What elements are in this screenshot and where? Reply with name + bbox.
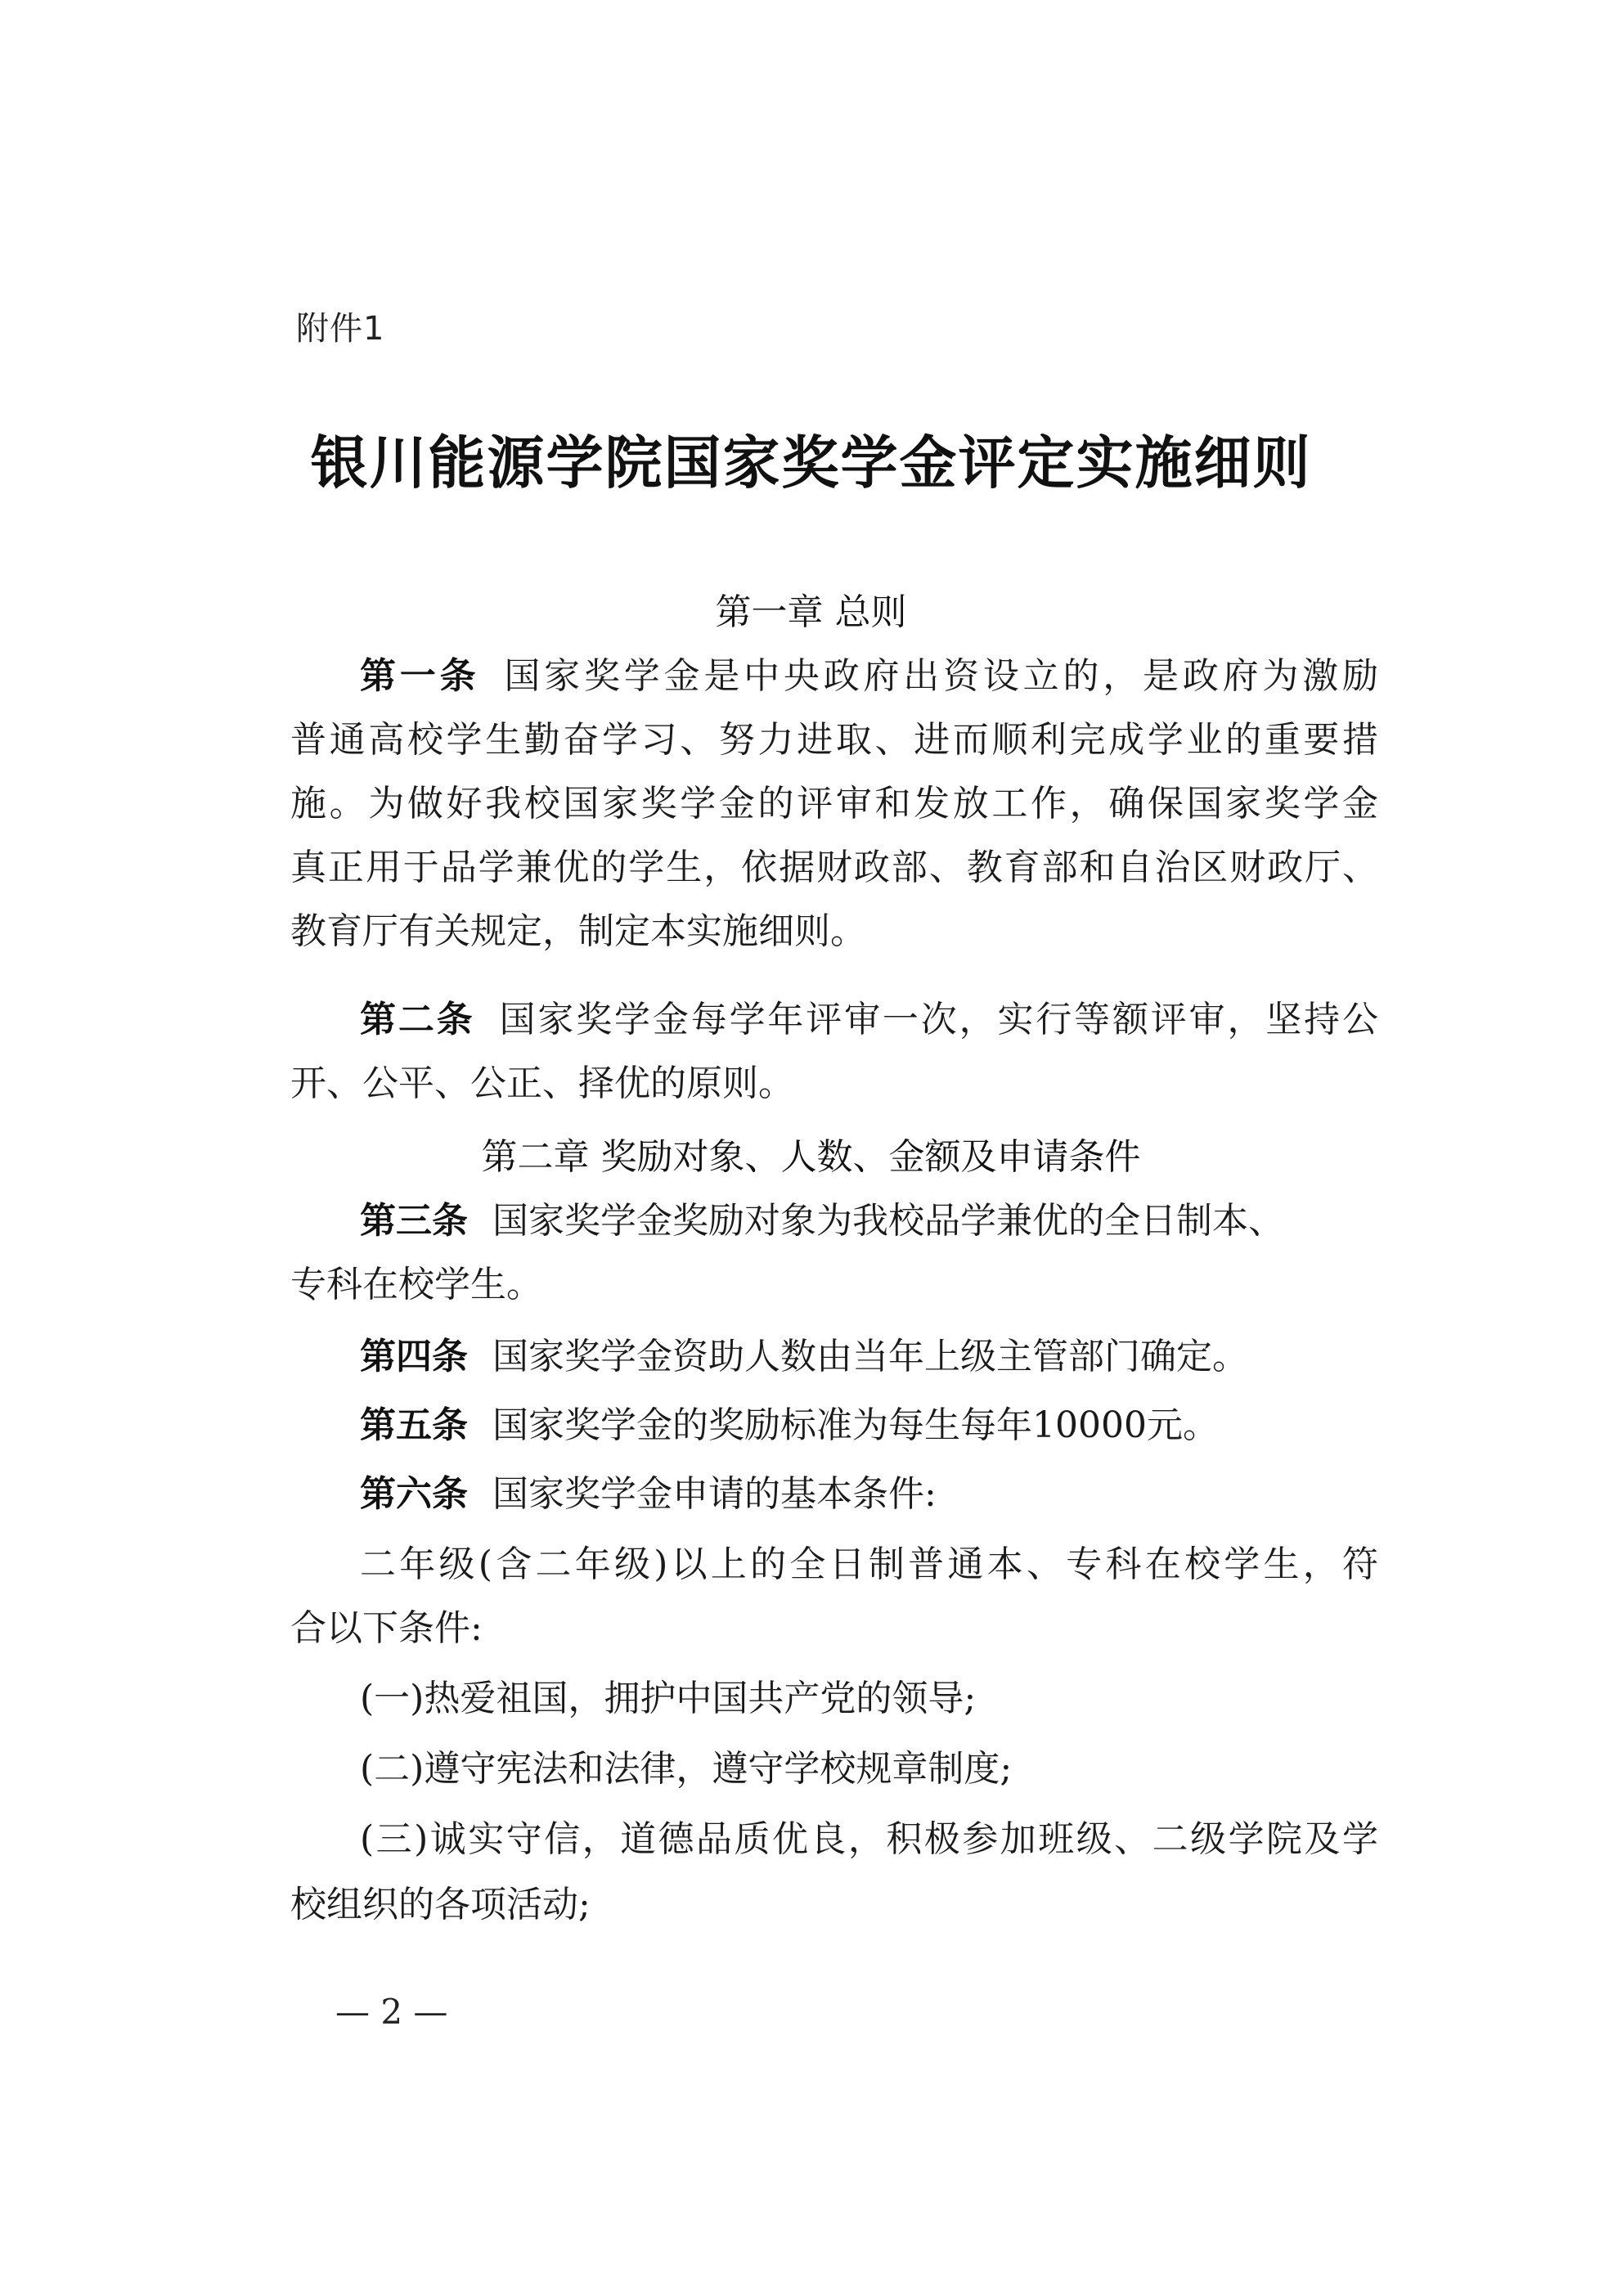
article-6-line [360, 1464, 937, 1516]
attachment-label: 附件1 [296, 310, 385, 348]
article-3-label: 第三条 [360, 1200, 468, 1242]
article-1-line-3: 施。为做好我校国家奖学金的评审和发放工作，确保国家奖学金 [290, 783, 1378, 824]
article-1-line-1 [360, 646, 1378, 699]
article-3-line-2: 专科在校学生。 [290, 1264, 542, 1305]
chapter-2-heading: 第二章 奖励对象、人数、金额及申请条件 [481, 1136, 1141, 1178]
article-2-line-2: 开、公平、公正、择优的原则。 [290, 1063, 794, 1104]
document-title: 银川能源学院国家奖学金评定实施细则 [310, 429, 1312, 496]
article-1-line-5: 教育厅有关规定，制定本实施细则。 [290, 910, 866, 952]
article-4-line [360, 1327, 1248, 1379]
article-6-text: 国家奖学金申请的基本条件: [492, 1473, 937, 1515]
article-2-line-1 [360, 990, 1378, 1042]
article-6-intro-line-1: 二年级(含二年级)以上的全日制普通本、专科在校学生，符 [360, 1543, 1378, 1585]
article-1-text-1: 国家奖学金是中央政府出资设立的，是政府为激励 [504, 655, 1378, 697]
article-6-label: 第六条 [360, 1473, 468, 1515]
article-1-line-4: 真正用于品学兼优的学生，依据财政部、教育部和自治区财政厅、 [290, 847, 1378, 888]
article-1-label: 第一条 [360, 655, 480, 697]
article-1-line-2: 普通高校学生勤奋学习、努力进取、进而顺利完成学业的重要措 [290, 719, 1378, 761]
article-3-text-1: 国家奖学金奖励对象为我校品学兼优的全日制本、 [492, 1200, 1284, 1242]
article-6-intro-line-2: 合以下条件: [290, 1607, 483, 1649]
condition-3-line-1: (三)诚实守信，道德品质优良，积极参加班级、二级学院及学 [360, 1818, 1378, 1860]
article-5-text: 国家奖学金的奖励标准为每生每年10000元。 [492, 1404, 1219, 1446]
article-2-text-1: 国家奖学金每学年评审一次，实行等额评审，坚持公 [499, 999, 1379, 1040]
page-number: — 2 — [335, 1992, 448, 2032]
condition-1: (一)热爱祖国，拥护中国共产党的领导; [360, 1678, 977, 1719]
article-3-line-1 [360, 1191, 1284, 1243]
article-5-label: 第五条 [360, 1404, 468, 1446]
article-4-label: 第四条 [360, 1336, 468, 1377]
article-4-text: 国家奖学金资助人数由当年上级主管部门确定。 [492, 1336, 1248, 1377]
chapter-1-heading: 第一章 总则 [715, 591, 907, 633]
condition-2: (二)遵守宪法和法律，遵守学校规章制度; [360, 1748, 1013, 1790]
article-5-line [360, 1395, 1219, 1448]
condition-3-line-2: 校组织的各项活动; [290, 1884, 591, 1925]
article-2-label: 第二条 [360, 999, 475, 1040]
